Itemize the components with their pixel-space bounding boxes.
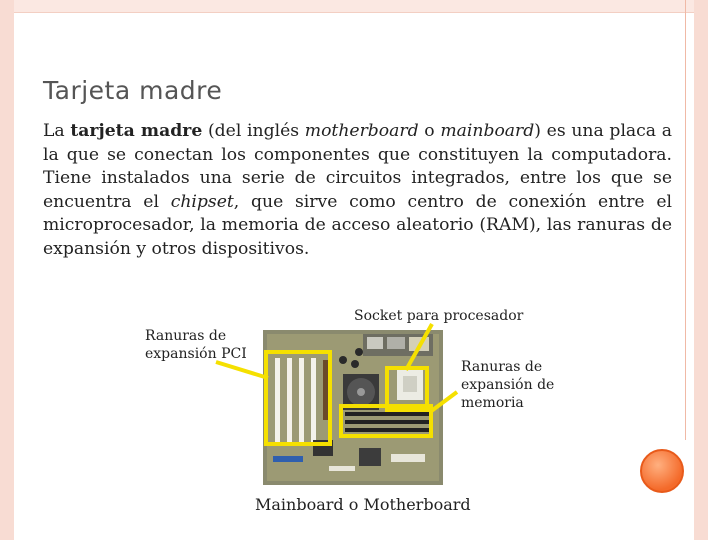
paragraph-segment: chipset [170, 191, 234, 212]
label-socket: Socket para procesador [354, 308, 524, 324]
label-pci-line-2: expansión PCI [145, 346, 247, 362]
paragraph-segment: o [418, 121, 441, 141]
paragraph-segment: (del inglés [202, 121, 305, 141]
paragraph-segment: mainboard [440, 121, 535, 141]
top-border-line [14, 12, 694, 13]
motherboard-photo [263, 330, 443, 485]
decorative-circle [640, 449, 684, 493]
top-border [14, 0, 694, 12]
left-border [0, 0, 14, 540]
label-memory-line-1: Ranuras de [461, 359, 543, 375]
figure-caption: Mainboard o Motherboard [255, 495, 471, 514]
paragraph-segment: ) es una placa a la que se conectan los componentes que constituyen la computadora. Tiene instalados una serie de circuitos integrados, entre los que se encuentra el [43, 121, 672, 212]
paragraph-segment: tarjeta madre [70, 121, 203, 141]
label-pci-line-1: Ranuras de [145, 328, 227, 344]
label-memory-line-2: expansión de [461, 377, 555, 393]
body-paragraph [43, 120, 672, 261]
callout-pci [216, 362, 268, 378]
right-rail-line [685, 0, 686, 440]
paragraph-segment: , que sirve como centro de conexión entre el microprocesador, la memoria de acceso aleatorio (RAM), las ranuras de expansión y otros dispositivos. [43, 191, 672, 259]
label-memory [461, 358, 554, 412]
right-border [694, 0, 708, 540]
slide-title: Tarjeta madre [43, 76, 223, 105]
paragraph-segment: motherboard [304, 121, 419, 141]
label-memory-line-3: memoria [461, 395, 524, 411]
paragraph-segment: La [43, 121, 71, 141]
label-pci [145, 327, 247, 363]
